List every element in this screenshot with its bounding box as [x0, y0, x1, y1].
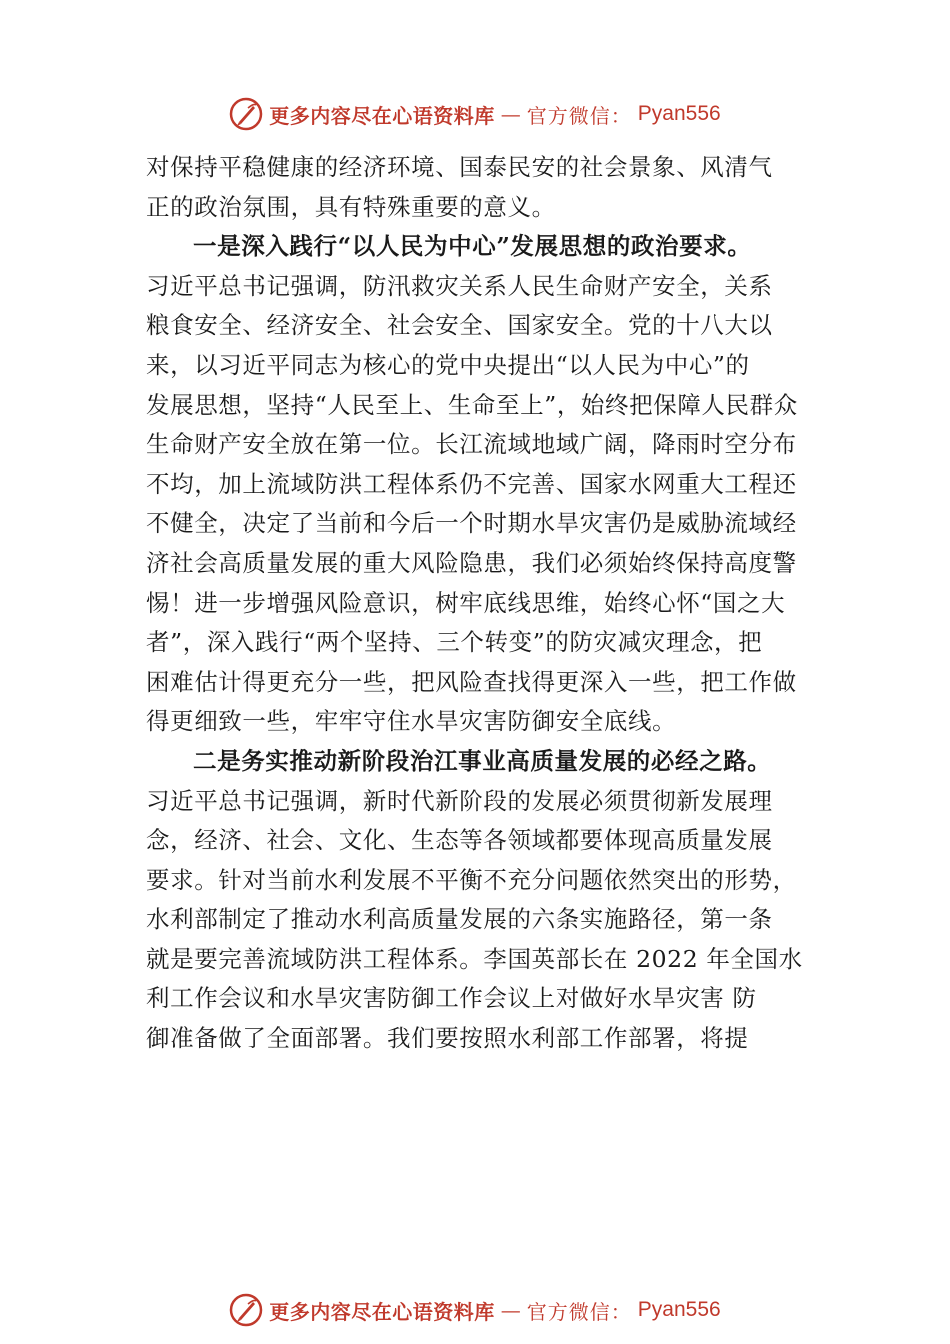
section-heading-one: 一是深入践行“以人民为中心”发展思想的政治要求。	[193, 232, 752, 261]
text-line: 得更细致一些，牢牢守住水旱灾害防御安全底线。	[146, 707, 677, 736]
text-line: 济社会高质量发展的重大风险隐患，我们必须始终保持高度警	[146, 548, 797, 577]
text-line: 习近平总书记强调，防汛救灾关系人民生命财产安全，关系	[146, 271, 773, 300]
text-line: 发展思想，坚持“人民至上、生命至上”，始终把保障人民群众	[146, 390, 798, 419]
watermark-brand-text: 更多内容尽在心语资料库	[269, 1299, 495, 1324]
watermark-wechat-id: Pyan556	[637, 1298, 721, 1321]
text-line: 不均，加上流域防洪工程体系仍不完善、国家水网重大工程还	[146, 469, 797, 498]
watermark-header	[0, 94, 950, 134]
text-line: 御准备做了全面部署。我们要按照水利部工作部署，将提	[146, 1024, 749, 1053]
text-line: 困难估计得更充分一些，把风险查找得更深入一些，把工作做	[146, 667, 797, 696]
paragraph-intro	[146, 148, 828, 227]
paragraph-section-two	[146, 782, 828, 1059]
text-line: 就是要完善流域防洪工程体系。李国英部长在 2022 年全国水	[146, 944, 803, 973]
watermark-dash: —	[500, 1298, 521, 1322]
text-line: 对保持平稳健康的经济环境、国泰民安的社会景象、风清气	[146, 153, 773, 181]
text-line: 来，以习近平同志为核心的党中央提出“以人民为中心”的	[146, 350, 750, 379]
section-heading-two: 二是务实推动新阶段治江事业高质量发展的必经之路。	[193, 746, 772, 775]
text-line: 念，经济、社会、文化、生态等各领域都要体现高质量发展	[146, 826, 773, 855]
document-body	[146, 148, 828, 1059]
text-line: 不健全，决定了当前和今后一个时期水旱灾害仍是威胁流域经	[146, 509, 797, 538]
watermark-brand-text: 更多内容尽在心语资料库	[269, 103, 495, 128]
watermark-official-label: 官方微信：	[526, 1299, 632, 1324]
text-line: 粮食安全、经济安全、社会安全、国家安全。党的十八大以	[146, 311, 773, 340]
text-line: 习近平总书记强调，新时代新阶段的发展必须贯彻新发展理	[146, 786, 773, 815]
text-line: 利工作会议和水旱灾害防御工作会议上对做好水旱灾害 防	[146, 984, 757, 1013]
quill-pen-icon	[229, 1293, 263, 1327]
text-line: 惕！进一步增强风险意识，树牢底线思维，始终心怀“国之大	[146, 588, 786, 617]
watermark-dash: —	[500, 102, 521, 126]
text-line: 水利部制定了推动水利高质量发展的六条实施路径，第一条	[146, 905, 773, 934]
watermark-official-label: 官方微信：	[526, 103, 632, 128]
text-line: 者”，深入践行“两个坚持、三个转变”的防灾减灾理念，把	[146, 628, 763, 657]
watermark-footer	[0, 1290, 950, 1330]
watermark-wechat-id: Pyan556	[637, 102, 721, 125]
quill-pen-icon	[229, 97, 263, 131]
text-line: 要求。针对当前水利发展不平衡不充分问题依然突出的形势，	[146, 865, 797, 894]
paragraph-section-one	[146, 267, 828, 742]
text-line: 正的政治氛围，具有特殊重要的意义。	[146, 192, 556, 221]
text-line: 生命财产安全放在第一位。长江流域地域广阔，降雨时空分布	[146, 430, 797, 459]
